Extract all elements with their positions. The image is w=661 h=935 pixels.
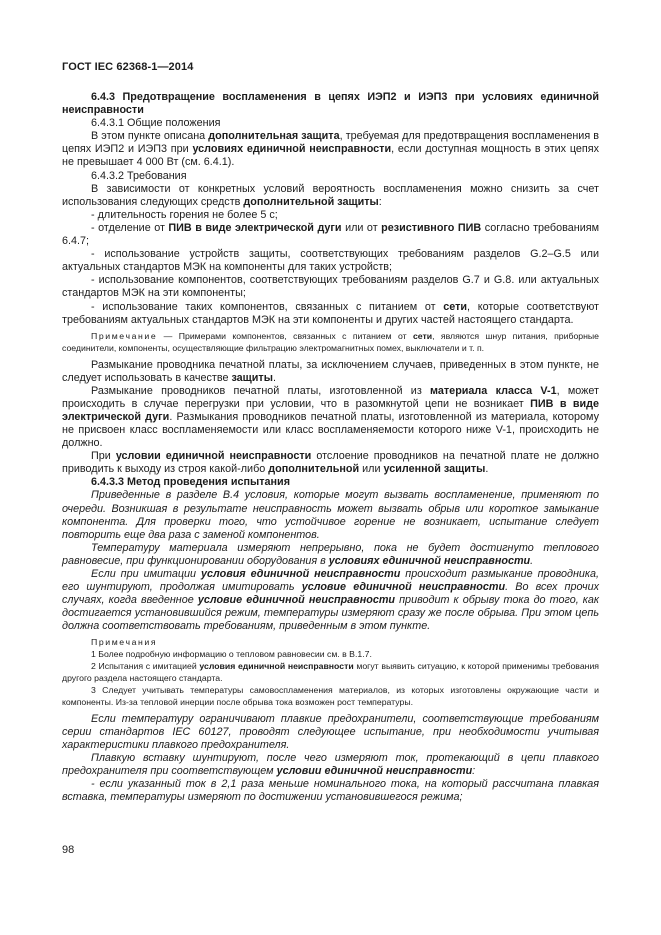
text-run: , может происходить в случае перегрузки при условии, что в разомкнутой цепи не возникает xyxy=(62,384,599,410)
bold-term: условие единичной неисправности xyxy=(197,594,396,607)
text-run: Плавкую вставку шунтируют, после чего измеряют ток, протекающий в цепи плавкого предохранителя при соответствующем xyxy=(62,752,599,778)
bold-term: условии единичной неисправности xyxy=(276,765,473,778)
paragraph xyxy=(62,476,599,489)
bold-term: материала класса V-1 xyxy=(430,384,557,397)
paragraph xyxy=(62,170,599,183)
bold-term: условия единичной неисправности xyxy=(201,568,401,580)
bold-term: защиты xyxy=(231,371,273,384)
text-run: , являются шнур питания, приборные соединители, компоненты, осуществляющие фильтрацию электромагнитных помех, выключатели и т. п. xyxy=(62,330,599,353)
text-run: Температуру материала измеряют непрерывно, пока не будет достигнуто теплового равновесие, при функционировании оборудования в xyxy=(62,541,599,567)
paragraph xyxy=(62,385,599,450)
bold-term: дополнительной защиты xyxy=(243,195,379,208)
text-run: Примечание xyxy=(91,330,158,341)
paragraph xyxy=(62,649,599,661)
text-run: , если доступная мощность в этих цепях не превышает 4 000 Вт (см. 6.4.1). xyxy=(62,143,599,169)
paragraph xyxy=(62,359,599,385)
document-body xyxy=(62,91,599,805)
bold-term: условия единичной неисправности xyxy=(199,661,354,672)
bold-term: условие единичной неисправности xyxy=(301,581,506,594)
text-run: Если при имитации xyxy=(91,568,202,580)
text-run: 1 Более подробную информацию о тепловом равновесии см. в B.1.7. xyxy=(91,649,372,660)
bold-term: 6.4.3 Предотвращение воспламенения в цепях ИЭП2 и ИЭП3 при условиях единичной неисправности xyxy=(62,91,599,117)
text-run: могут выявить ситуацию, к которой применимы требования другого раздела настоящего стандарта. xyxy=(62,661,600,684)
text-run: : xyxy=(472,765,476,778)
text-run: приводит к обрыву тока до того, как достигается установившийся режим, температуры измеряют сразу же после обрыва. При этом цепь должна соответствовать требованиям, приведенным в этом пункте. xyxy=(62,594,599,633)
text-run: 2 Испытания с имитацией xyxy=(91,661,200,672)
text-run: . xyxy=(272,371,276,384)
paragraph xyxy=(62,450,599,476)
page-number: 98 xyxy=(62,844,75,856)
paragraph xyxy=(62,117,599,130)
text-run: Примечания xyxy=(91,637,158,648)
bold-term: условиях единичной неисправности xyxy=(192,143,392,156)
paragraph xyxy=(62,713,599,752)
text-run: : xyxy=(378,195,382,208)
paragraph xyxy=(62,222,599,248)
text-run: При xyxy=(91,450,116,463)
text-run: , требуемая для предотвращения воспламенения в цепях ИЭП2 и ИЭП3 при xyxy=(62,130,600,156)
text-run: 6.4.3.1 Общие положения xyxy=(91,117,221,130)
bold-term: сети xyxy=(412,330,433,341)
paragraph xyxy=(62,301,599,327)
paragraph xyxy=(62,637,599,649)
text-run: . Во всех прочих случаях, когда введенное xyxy=(62,581,599,607)
paragraph xyxy=(62,183,599,209)
text-run: или от xyxy=(341,221,382,234)
bold-term: дополнительной xyxy=(268,463,360,476)
text-run: - длительность горения не более 5 с; xyxy=(91,208,278,221)
paragraph xyxy=(62,248,599,274)
paragraph xyxy=(62,778,599,804)
paragraph xyxy=(62,661,599,685)
text-run: или xyxy=(359,463,384,476)
text-run: , которые соответствуют требованиям актуальных стандартов МЭК на эти компоненты и других частей настоящего стандарта. xyxy=(62,300,599,326)
bold-term: ПИВ в виде электрической дуги xyxy=(168,221,342,234)
text-run: 3 Следует учитывать температуры самовоспламенения материалов, из которых изготовлены окружающие части и компоненты. Из-за тепловой инерции после обрыва тока возможен рост температуры. xyxy=(62,685,599,707)
paragraph xyxy=(62,209,599,222)
bold-term: усиленной защиты xyxy=(383,463,486,476)
text-run: - использование устройств защиты, соответствующих требованиям разделов G.2–G.5 или актуальных стандартов МЭК на компоненты для таких устройств; xyxy=(62,248,599,274)
paragraph xyxy=(62,130,599,169)
text-run: - если указанный ток в 2,1 раза меньше номинального тока, на который рассчитана плавкая вставка, температуры измеряют по достижении установившегося режима; xyxy=(62,778,599,804)
paragraph xyxy=(62,685,599,709)
bold-term: ПИВ в виде электрической дуги xyxy=(62,397,600,423)
text-run: Размыкание проводников печатной платы, изготовленной из xyxy=(91,384,431,397)
bold-term: условиях единичной неисправности xyxy=(328,554,531,567)
paragraph xyxy=(62,568,599,633)
text-run: В зависимости от конкретных условий вероятность воспламенения можно снизить за счет использования следующих средств xyxy=(62,182,599,208)
bold-term: резистивного ПИВ xyxy=(381,221,482,234)
text-run: отслоение проводников на печатной плате не должно приводить к выходу из строя какой-либо xyxy=(62,450,599,476)
text-run: - использование таких компонентов, связанных с питанием от xyxy=(91,300,444,313)
paragraph xyxy=(62,91,599,117)
text-run: происходит размыкание проводника, его шунтируют, продолжая имитировать xyxy=(62,568,599,594)
paragraph xyxy=(62,331,599,355)
text-run: согласно требованиям 6.4.7; xyxy=(62,221,599,248)
text-run: . Размыкания проводников печатной платы, изготовленной из материала, которому не присвоен класс воспламеняемости или класс воспламеняемости которого ниже V-1, происходить не должно. xyxy=(62,410,600,450)
text-run: - отделение от xyxy=(91,221,169,234)
bold-term: сети xyxy=(443,300,468,313)
text-run: . xyxy=(485,463,489,476)
bold-term: 6.4.3.3 Метод проведения испытания xyxy=(91,476,290,489)
paragraph xyxy=(62,542,599,568)
text-run: . xyxy=(530,554,534,567)
text-run: - использование компонентов, соответствующих требованиям разделов G.7 и G.8. или актуальных стандартов МЭК на эти компоненты; xyxy=(62,274,599,300)
paragraph xyxy=(62,489,599,541)
bold-term: условии единичной неисправности xyxy=(115,450,312,463)
text-run: Приведенные в разделе B.4 условия, которые могут вызвать воспламенение, применяют по очереди. Возникшая в результате неисправность может вызвать обрыв или короткое замыкание компонента. Для проверки того, что устойчивое горение не возникает, испытание следует повторить еще два раза с заменой компонентов. xyxy=(62,489,599,541)
bold-term: дополнительная защита xyxy=(208,130,340,143)
paragraph xyxy=(62,752,599,778)
text-run: 6.4.3.2 Требования xyxy=(91,169,187,182)
paragraph xyxy=(62,274,599,300)
text-run: — Примерами компонентов, связанных с питанием от xyxy=(157,330,413,341)
text-run: Если температуру ограничивают плавкие предохранители, соответствующие требованиям серии стандартов IEC 60127, проводят следующее испытание, при необходимости учитывая характеристики плавкого предохранителя. xyxy=(62,712,599,752)
text-run: В этом пункте описана xyxy=(91,130,209,143)
text-run: Размыкание проводника печатной платы, за исключением случаев, приведенных в этом пункте, не следует использовать в качестве xyxy=(62,358,599,384)
document-header: ГОСТ IEC 62368-1—2014 xyxy=(62,61,194,73)
